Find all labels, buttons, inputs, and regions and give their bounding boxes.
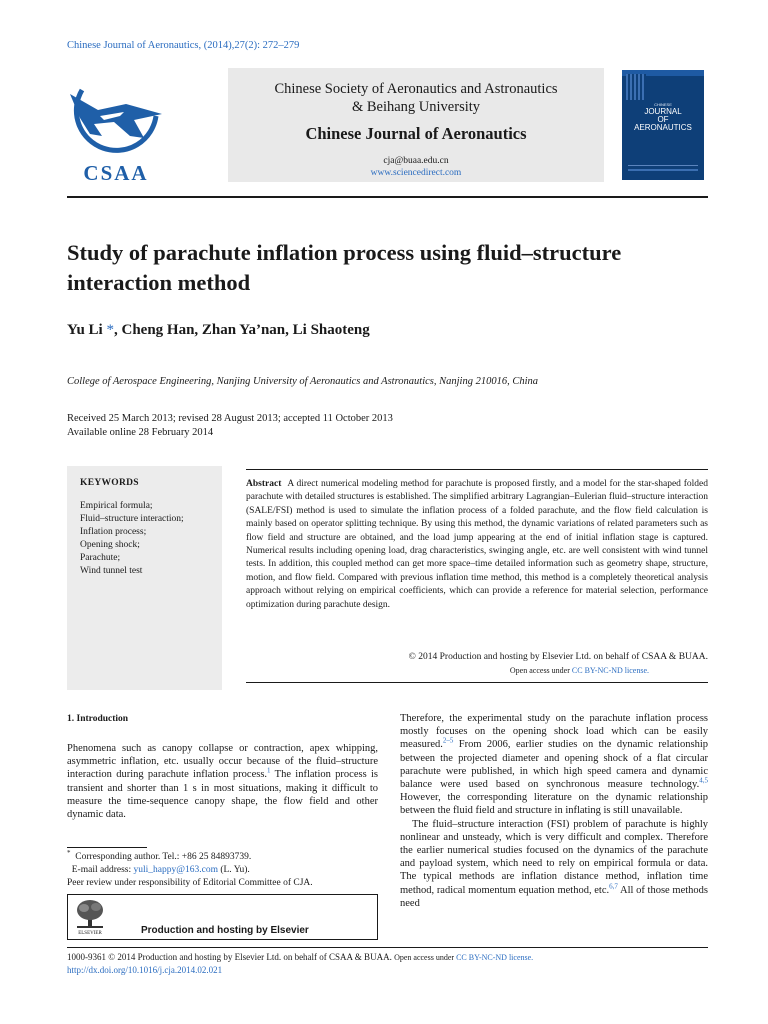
license-link[interactable]: CC BY-NC-ND license. bbox=[456, 953, 534, 962]
citation-link[interactable]: 4,5 bbox=[699, 776, 708, 785]
keyword-item: Opening shock; bbox=[80, 540, 140, 550]
available-online: Available online 28 February 2014 bbox=[67, 427, 214, 438]
cover-footer-bar bbox=[628, 169, 698, 171]
intro-left-column bbox=[67, 742, 378, 821]
keywords-list bbox=[80, 500, 184, 578]
abstract-label: Abstract bbox=[246, 479, 282, 489]
abstract-copyright: © 2014 Production and hosting by Elsevier Ltd. on behalf of CSAA & BUAA. bbox=[408, 652, 708, 662]
cover-divider bbox=[628, 165, 698, 166]
doi-link[interactable]: http://dx.doi.org/10.1016/j.cja.2014.02.021 bbox=[67, 965, 223, 975]
keyword-item: Empirical formula; bbox=[80, 501, 153, 511]
text-run: All of those methods need bbox=[400, 884, 708, 909]
intro-right-column bbox=[400, 712, 708, 910]
cover-barcode bbox=[626, 74, 646, 100]
elsevier-tree-icon bbox=[73, 898, 107, 936]
text-run: The fluid–structure interaction (FSI) problem of parachute is highly nonlinear and unsteady, which is very difficult and complex. Therefore the earlier numerical studies focused on the dynamics of the parachute and payload system, which need to rely on empirical formula or data. The typical methods are inflation distance method, inflation time method, radical momentum equation method, etc. bbox=[400, 818, 708, 896]
footnote-marker: * bbox=[67, 848, 71, 857]
issn-copyright-line bbox=[67, 951, 708, 964]
section-heading-introduction: 1. Introduction bbox=[67, 714, 129, 724]
society-name bbox=[228, 80, 604, 116]
logo-text: CSAA bbox=[83, 161, 149, 185]
article-title: Study of parachute inflation process using fluid–structure interaction method bbox=[67, 240, 622, 295]
bottom-copyright bbox=[67, 951, 708, 977]
masthead-contact bbox=[228, 155, 604, 179]
citation-link[interactable]: 6,7 bbox=[609, 882, 618, 891]
paragraph bbox=[400, 712, 708, 818]
csaa-logo bbox=[64, 74, 168, 186]
text-run: Therefore, the experimental study on the parachute inflation process mostly focuses on the opening shock load which can be easily measured. bbox=[400, 713, 708, 751]
abstract-rule-bottom bbox=[246, 682, 708, 683]
paragraph bbox=[67, 742, 378, 821]
paragraph bbox=[400, 818, 708, 910]
keywords-heading: KEYWORDS bbox=[80, 478, 139, 488]
cover-line-2: JOURNAL bbox=[644, 107, 682, 116]
journal-name: Chinese Journal of Aeronautics bbox=[305, 124, 527, 143]
article-dates bbox=[67, 412, 393, 440]
keyword-item: Inflation process; bbox=[80, 527, 147, 537]
open-access-label: Open access under bbox=[509, 666, 572, 675]
text-run: However, the corresponding literature on the dynamic relationship between the fluid field and structure in inflating is still unavailable. bbox=[400, 792, 708, 817]
corresponding-author-marker[interactable]: * bbox=[106, 322, 114, 338]
keyword-item: Parachute; bbox=[80, 553, 121, 563]
journal-cover-image bbox=[622, 70, 704, 180]
open-access-label: Open access under bbox=[394, 953, 457, 962]
corresponding-author-note bbox=[67, 848, 378, 864]
footnote-text: Corresponding author. Tel.: +86 25 84893739. bbox=[75, 852, 252, 862]
cover-line-4: AERONAUTICS bbox=[634, 123, 692, 132]
keyword-item: Wind tunnel test bbox=[80, 566, 143, 576]
journal-website-link[interactable]: www.sciencedirect.com bbox=[370, 168, 462, 178]
article-authors bbox=[67, 322, 370, 339]
cover-line-3: OF bbox=[657, 115, 669, 124]
abstract-text: A direct numerical modeling method for parachute is proposed firstly, and a model for the star-shaped folded parachute with detailed structures is established. The simplified arbitrary Lagrangian–Eulerian fluid–structure interaction (SALE/FSI) method is used to simulate the inflation process of a folded parachute, and the flow field calculation is mainly based on operator splitting technique. By using this method, the dynamic variations of related parameters such as flow field and structure are obtained, and the load jump appearing at the end of initial inflation stage is captured. Numerical results including opening load, drag characteristics, swinging angle, etc. are well consistent with wind tunnel tests. In addition, this coupled method can get more space–time detailed information such as geometry shape, structure, motion, and flow field. Compared with previous inflation time method, this method is a completely theoretical analysis approach without relying on empirical coefficients, which can provide a reference for material selection, performance optimization during parachute design. bbox=[246, 479, 708, 610]
society-line-1: Chinese Society of Aeronautics and Astronautics bbox=[274, 81, 558, 97]
elsevier-logo-label: ELSEVIER bbox=[78, 931, 102, 936]
first-author: Yu Li bbox=[67, 322, 103, 338]
citation-link[interactable]: 1 bbox=[267, 766, 271, 775]
affiliation: College of Aerospace Engineering, Nanjing University of Aeronautics and Astronautics, Nanjing 210016, China bbox=[67, 376, 539, 387]
society-line-2: & Beihang University bbox=[351, 99, 481, 115]
footnote-rule bbox=[67, 847, 147, 848]
author-email-link[interactable]: yuli_happy@163.com bbox=[133, 865, 218, 875]
journal-email[interactable]: cja@buaa.edu.cn bbox=[383, 156, 449, 166]
text-run: Phenomena such as canopy collapse or contraction, apex whipping, asymmetric inflation, etc. usually occur because of the fluid–structure interaction during parachute inflation process. bbox=[67, 743, 378, 781]
running-header[interactable]: Chinese Journal of Aeronautics, (2014),27(2): 272–279 bbox=[67, 40, 300, 51]
abstract bbox=[246, 478, 708, 612]
keyword-item: Fluid–structure interaction; bbox=[80, 514, 184, 524]
citation-link[interactable]: 2–5 bbox=[442, 736, 454, 745]
issn-copyright: 1000-9361 © 2014 Production and hosting by Elsevier Ltd. on behalf of CSAA & BUAA. bbox=[67, 952, 392, 962]
cover-line-1: CHINESE bbox=[654, 102, 672, 107]
license-link[interactable]: CC BY-NC-ND license. bbox=[571, 666, 649, 675]
text-run: The inflation process is transient and shorter than 1 s in most situations, making it difficult to measure the time-sequence canopy shape, the flow field and other dynamic data. bbox=[67, 769, 378, 821]
received-dates: Received 25 March 2013; revised 28 August 2013; accepted 11 October 2013 bbox=[67, 413, 393, 424]
peer-review-note: Peer review under responsibility of Editorial Committee of CJA. bbox=[67, 878, 313, 888]
production-hosting-label: Production and hosting by Elsevier bbox=[141, 925, 309, 936]
abstract-open-access bbox=[246, 666, 649, 675]
other-authors: , Cheng Han, Zhan Ya’nan, Li Shaoteng bbox=[113, 322, 370, 338]
email-suffix: (L. Yu). bbox=[217, 865, 250, 875]
author-email-line bbox=[67, 864, 378, 877]
text-run: From 2006, earlier studies on the dynamic relationship between the projected diameter and opening shock of a flat circular parachute were published, in which high speed camera and dynamic balance were used based on synchronous measure technology. bbox=[400, 739, 708, 791]
email-label: E-mail address: bbox=[71, 865, 134, 875]
header-rule bbox=[67, 196, 708, 198]
footnote bbox=[67, 848, 378, 890]
bottom-rule bbox=[67, 947, 708, 948]
abstract-rule-top bbox=[246, 469, 708, 470]
